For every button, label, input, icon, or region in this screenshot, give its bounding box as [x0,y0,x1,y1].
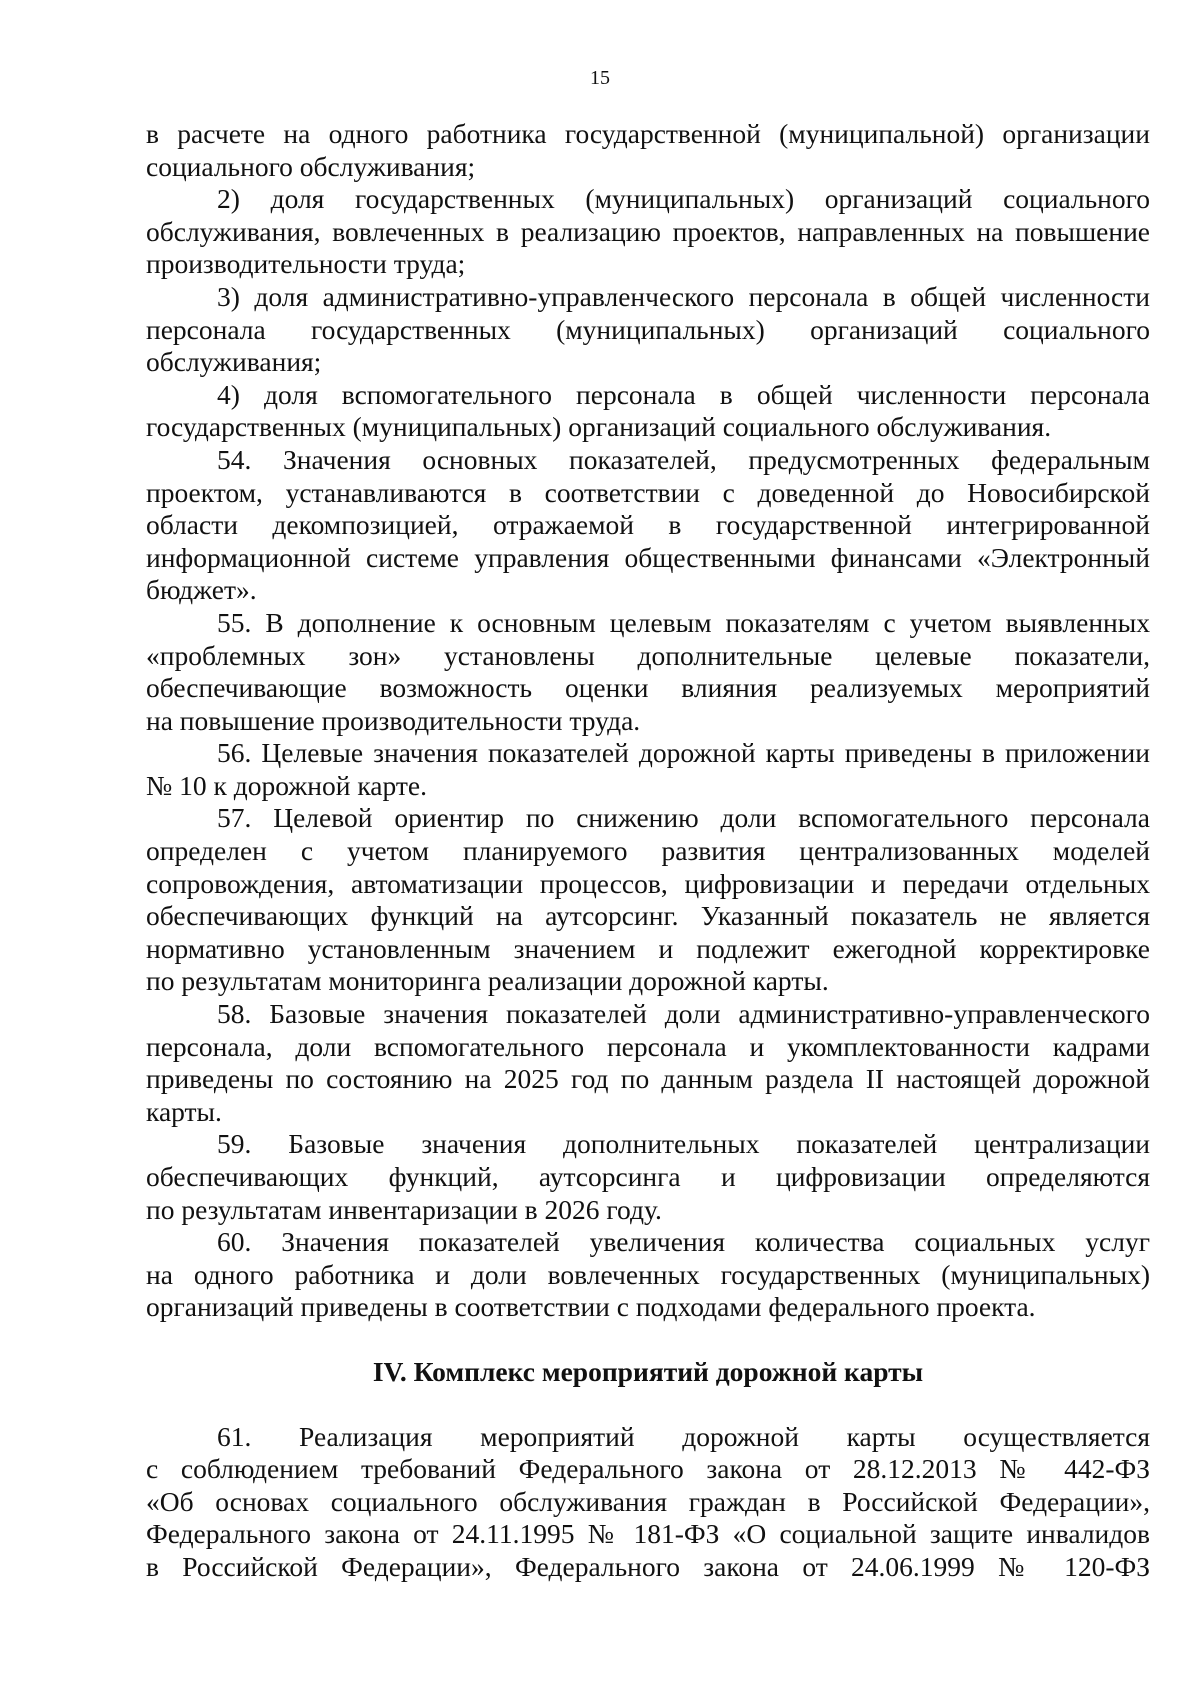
paragraph-last-line: по результатам мониторинга реализации дорожной карты. [146,965,829,997]
paragraph-line: 61. Реализация мероприятий дорожной карты осуществляется [217,1420,1150,1452]
document-body [146,118,1150,1584]
paragraph-last-line: производительности труда; [146,248,466,280]
paragraph-line: «Об основах социального обслуживания граждан в Российской Федерации», [146,1485,1150,1517]
paragraph-line: 54. Значения основных показателей, предусмотренных федеральным [217,443,1150,475]
paragraph-last-line: обслуживания; [146,346,322,378]
paragraph-line: персонала, доли вспомогательного персонала и укомплектованности кадрами [146,1030,1150,1062]
paragraphs-before-heading [146,118,1150,1324]
paragraphs-after-heading [146,1421,1150,1584]
paragraph-last-line: организаций приведены в соответствии с подходами федерального проекта. [146,1291,1036,1323]
paragraph-line: 2) доля государственных (муниципальных) организаций социального [217,183,1150,215]
paragraph-line: 59. Базовые значения дополнительных показателей централизации [217,1128,1150,1160]
paragraph-line: на одного работника и доли вовлеченных государственных (муниципальных) [146,1258,1150,1290]
paragraph-line: обслуживания, вовлеченных в реализацию проектов, направленных на повышение [146,215,1150,247]
paragraph-line: в Российской Федерации», Федерального закона от 24.06.1999 № 120-ФЗ [146,1550,1150,1582]
paragraph-line: обеспечивающих функций на аутсорсинг. Указанный показатель не является [146,900,1150,932]
paragraph-last-line: бюджет». [146,574,257,606]
paragraph-last-line: государственных (муниципальных) организаций социального обслуживания. [146,411,1052,443]
paragraph-line: 56. Целевые значения показателей дорожной карты приведены в приложении [217,737,1150,769]
paragraph-line: сопровождения, автоматизации процессов, цифровизации и передачи отдельных [146,867,1150,899]
paragraph-last-line: карты. [146,1095,222,1127]
paragraph-last-line: № 10 к дорожной карте. [146,769,427,801]
paragraph-line: проектом, устанавливаются в соответствии с доведенной до Новосибирской [146,476,1150,508]
paragraph-line: «проблемных зон» установлены дополнительные целевые показатели, [146,639,1150,671]
page-number: 15 [590,67,610,89]
paragraph-line: приведены по состоянию на 2025 год по данным раздела II настоящей дорожной [146,1063,1150,1095]
paragraph-line: с соблюдением требований Федерального закона от 28.12.2013 № 442-ФЗ [146,1453,1150,1485]
paragraph-last-line: по результатам инвентаризации в 2026 году. [146,1193,662,1225]
paragraph-line: обеспечивающих функций, аутсорсинга и цифровизации определяются [146,1161,1150,1192]
paragraph-last-line: социального обслуживания; [146,150,476,182]
paragraph-line: информационной системе управления общественными финансами «Электронный [146,541,1150,573]
section-heading: IV. Комплекс мероприятий дорожной карты [372,1355,924,1387]
paragraph-line: 58. Базовые значения показателей доли административно-управленческого [217,998,1150,1030]
paragraph-line: определен с учетом планируемого развития централизованных моделей [146,835,1150,867]
paragraph-last-line: на повышение производительности труда. [146,704,641,736]
paragraph-line: в расчете на одного работника государственной (муниципальной) организации [146,118,1150,149]
paragraph-line: 57. Целевой ориентир по снижению доли вспомогательного персонала [217,802,1150,834]
paragraph-line: области декомпозицией, отражаемой в государственной интегрированной [146,509,1150,541]
paragraph-line: нормативно установленным значением и подлежит ежегодной корректировке [146,932,1150,964]
paragraph-line: персонала государственных (муниципальных) организаций социального [146,313,1150,345]
paragraph-line: обеспечивающие возможность оценки влияния реализуемых мероприятий [146,672,1150,704]
paragraph-line: 3) доля административно-управленческого персонала в общей численности [217,280,1150,312]
paragraph-line: 60. Значения показателей увеличения количества социальных услуг [217,1226,1150,1258]
paragraph-line: Федерального закона от 24.11.1995 № 181-ФЗ «О социальной защите инвалидов [146,1518,1150,1550]
paragraph-line: 55. В дополнение к основным целевым показателям с учетом выявленных [217,606,1150,638]
paragraph-line: 4) доля вспомогательного персонала в общей численности персонала [217,378,1150,410]
